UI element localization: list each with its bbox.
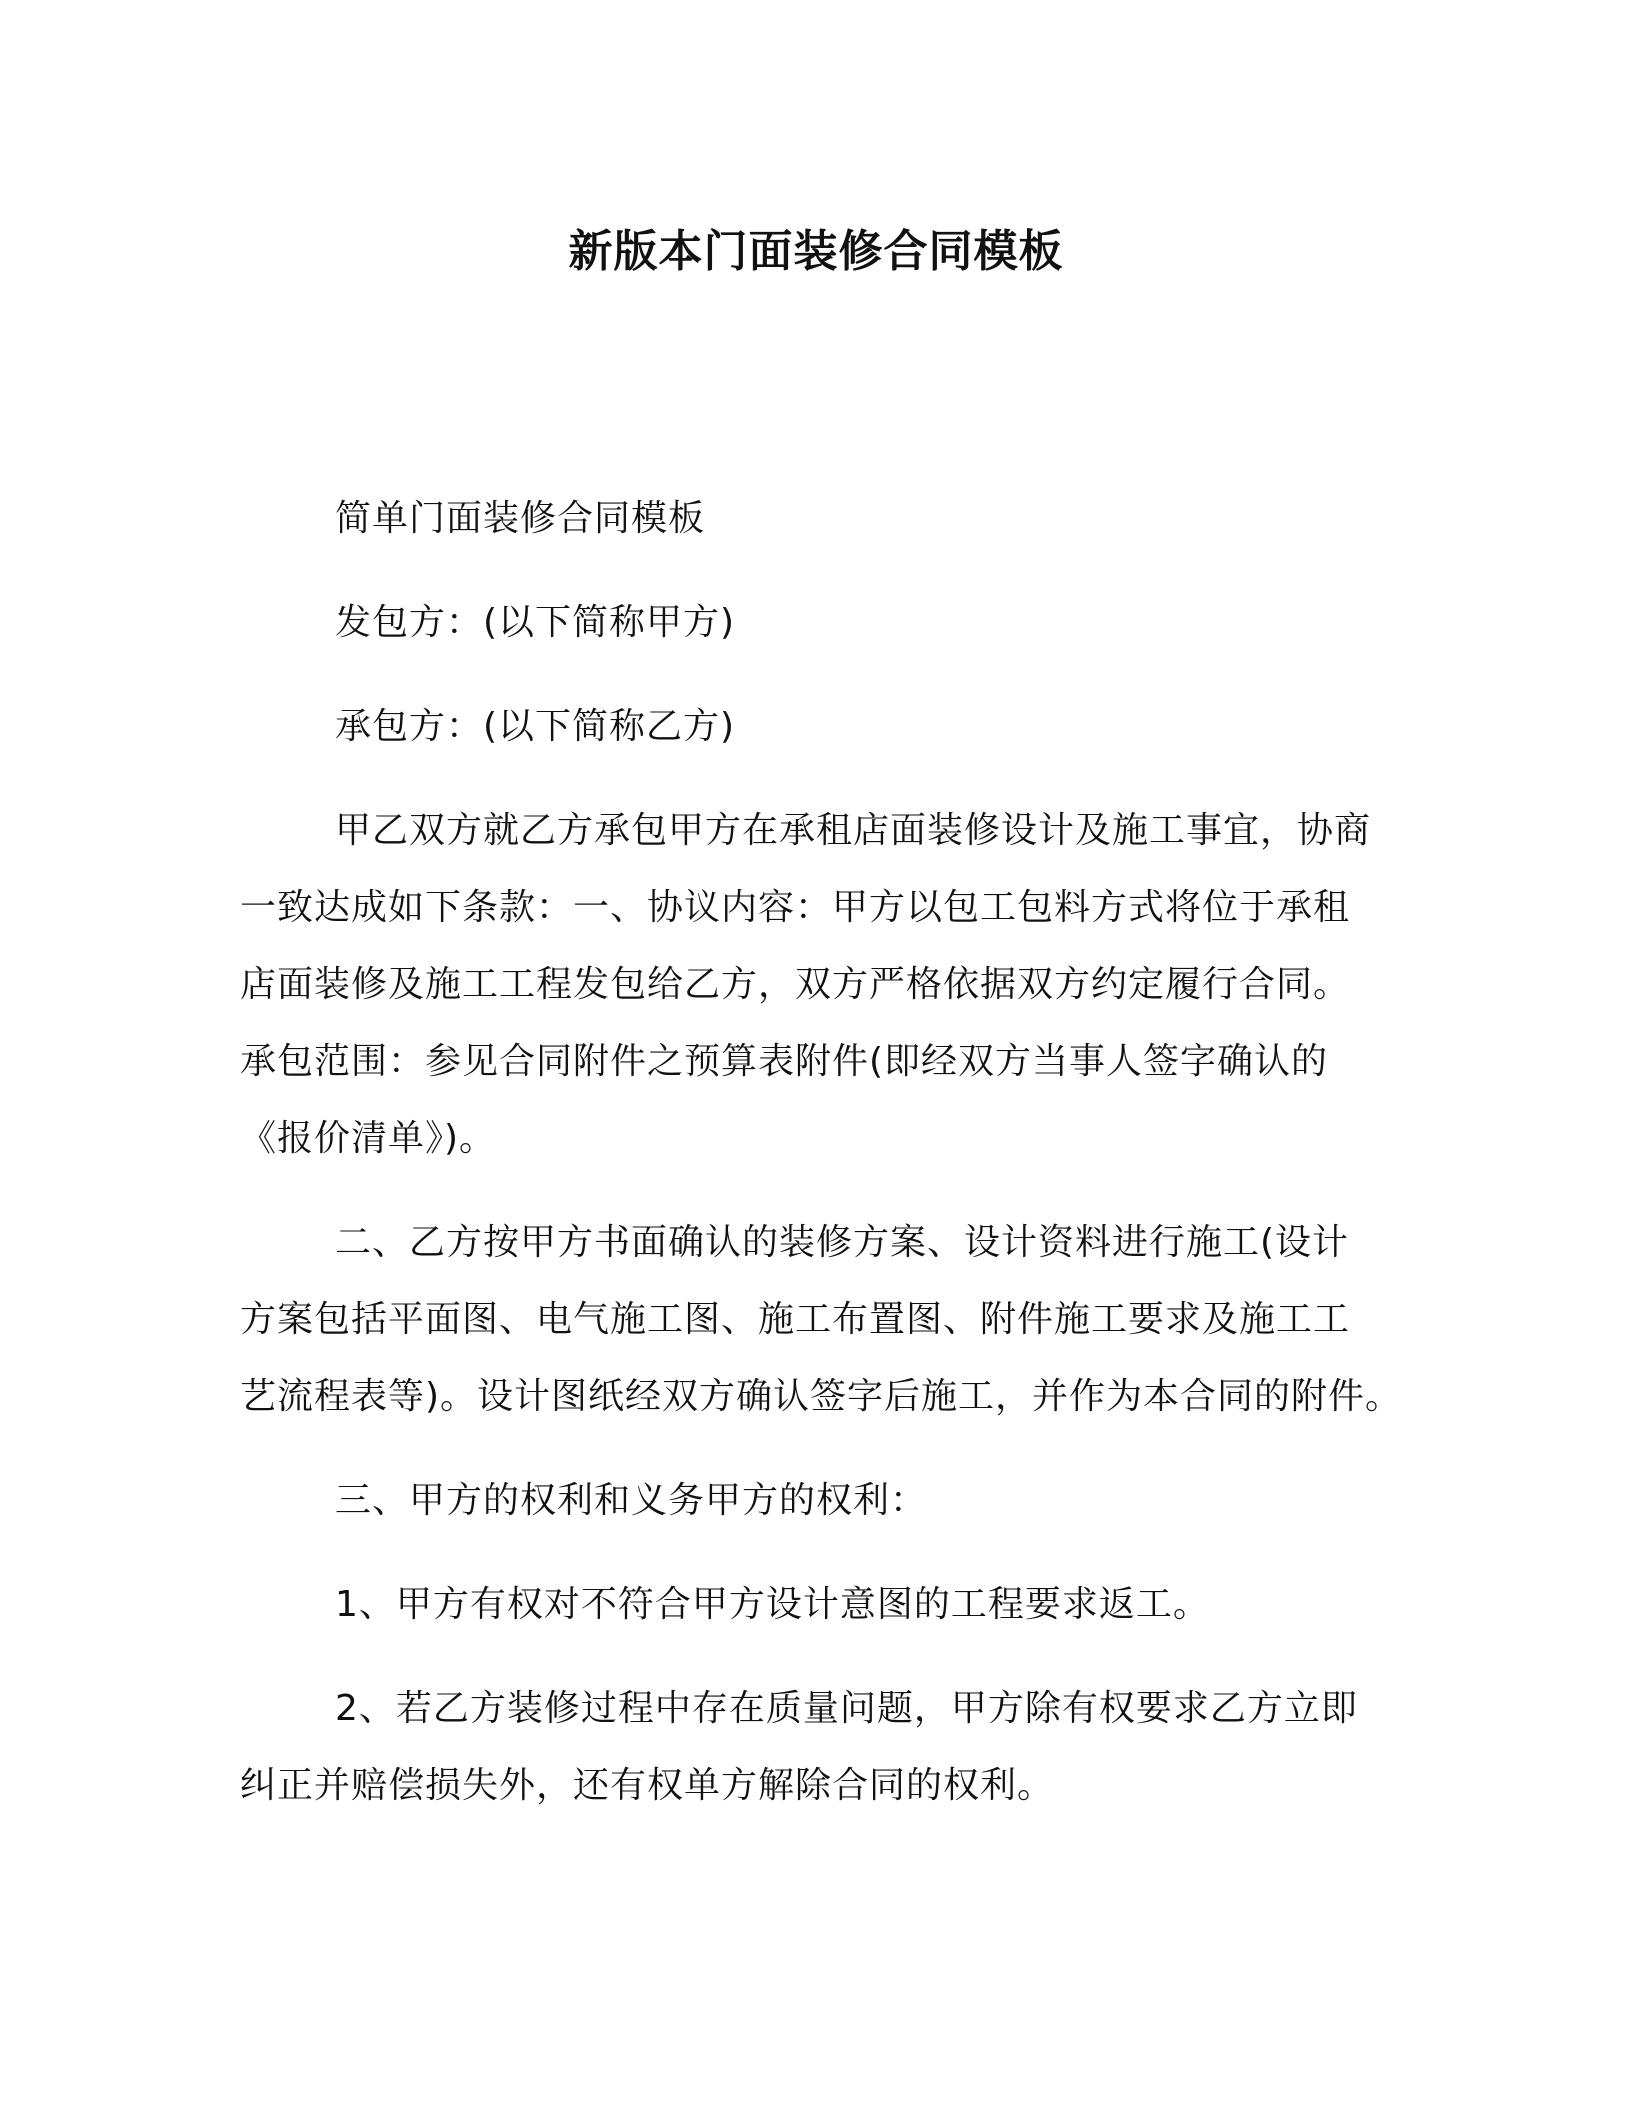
paragraph-line: 承包范围：参见合同附件之预算表附件(即经双方当事人签字确认的 (240, 1041, 1329, 1082)
paragraph-line: 艺流程表等)。设计图纸经双方确认签字后施工，并作为本合同的附件。 (240, 1376, 1403, 1417)
paragraph-subtitle (240, 480, 1400, 557)
paragraph-section-three (240, 1462, 1400, 1539)
paragraph-line: 承包方：(以下简称乙方) (335, 706, 736, 747)
paragraph-line: 发包方：(以下简称甲方) (335, 602, 736, 643)
paragraph-line: 一致达成如下条款：一、协议内容：甲方以包工包料方式将位于承租 (240, 887, 1351, 928)
paragraph-line: 三、甲方的权利和义务甲方的权利： (335, 1480, 928, 1521)
paragraph-line: 2、若乙方装修过程中存在质量问题，甲方除有权要求乙方立即 (335, 1688, 1358, 1729)
paragraph-item-one (240, 1566, 1400, 1643)
paragraph-contractor (240, 688, 1400, 765)
paragraph-line: 甲乙双方就乙方承包甲方在承租店面装修设计及施工事宜，协商 (335, 810, 1372, 851)
paragraph-employer (240, 584, 1400, 661)
paragraph-line: 店面装修及施工工程发包给乙方，双方严格依据双方约定履行合同。 (240, 964, 1351, 1005)
paragraph-line: 1、甲方有权对不符合甲方设计意图的工程要求返工。 (335, 1584, 1210, 1625)
paragraph-section-two (240, 1204, 1403, 1435)
paragraph-agreement (240, 792, 1400, 1177)
paragraph-line: 方案包括平面图、电气施工图、施工布置图、附件施工要求及施工工 (240, 1299, 1351, 1340)
paragraph-line: 二、乙方按甲方书面确认的装修方案、设计资料进行施工(设计 (335, 1222, 1350, 1263)
paragraph-item-two (240, 1670, 1400, 1824)
paragraph-line: 纠正并赔偿损失外，还有权单方解除合同的权利。 (240, 1765, 1055, 1806)
paragraph-line: 简单门面装修合同模板 (335, 498, 706, 539)
document-title: 新版本门面装修合同模板 (568, 226, 1064, 277)
document-body (240, 480, 1403, 1824)
paragraph-line: 《报价清单》)。 (240, 1118, 497, 1159)
